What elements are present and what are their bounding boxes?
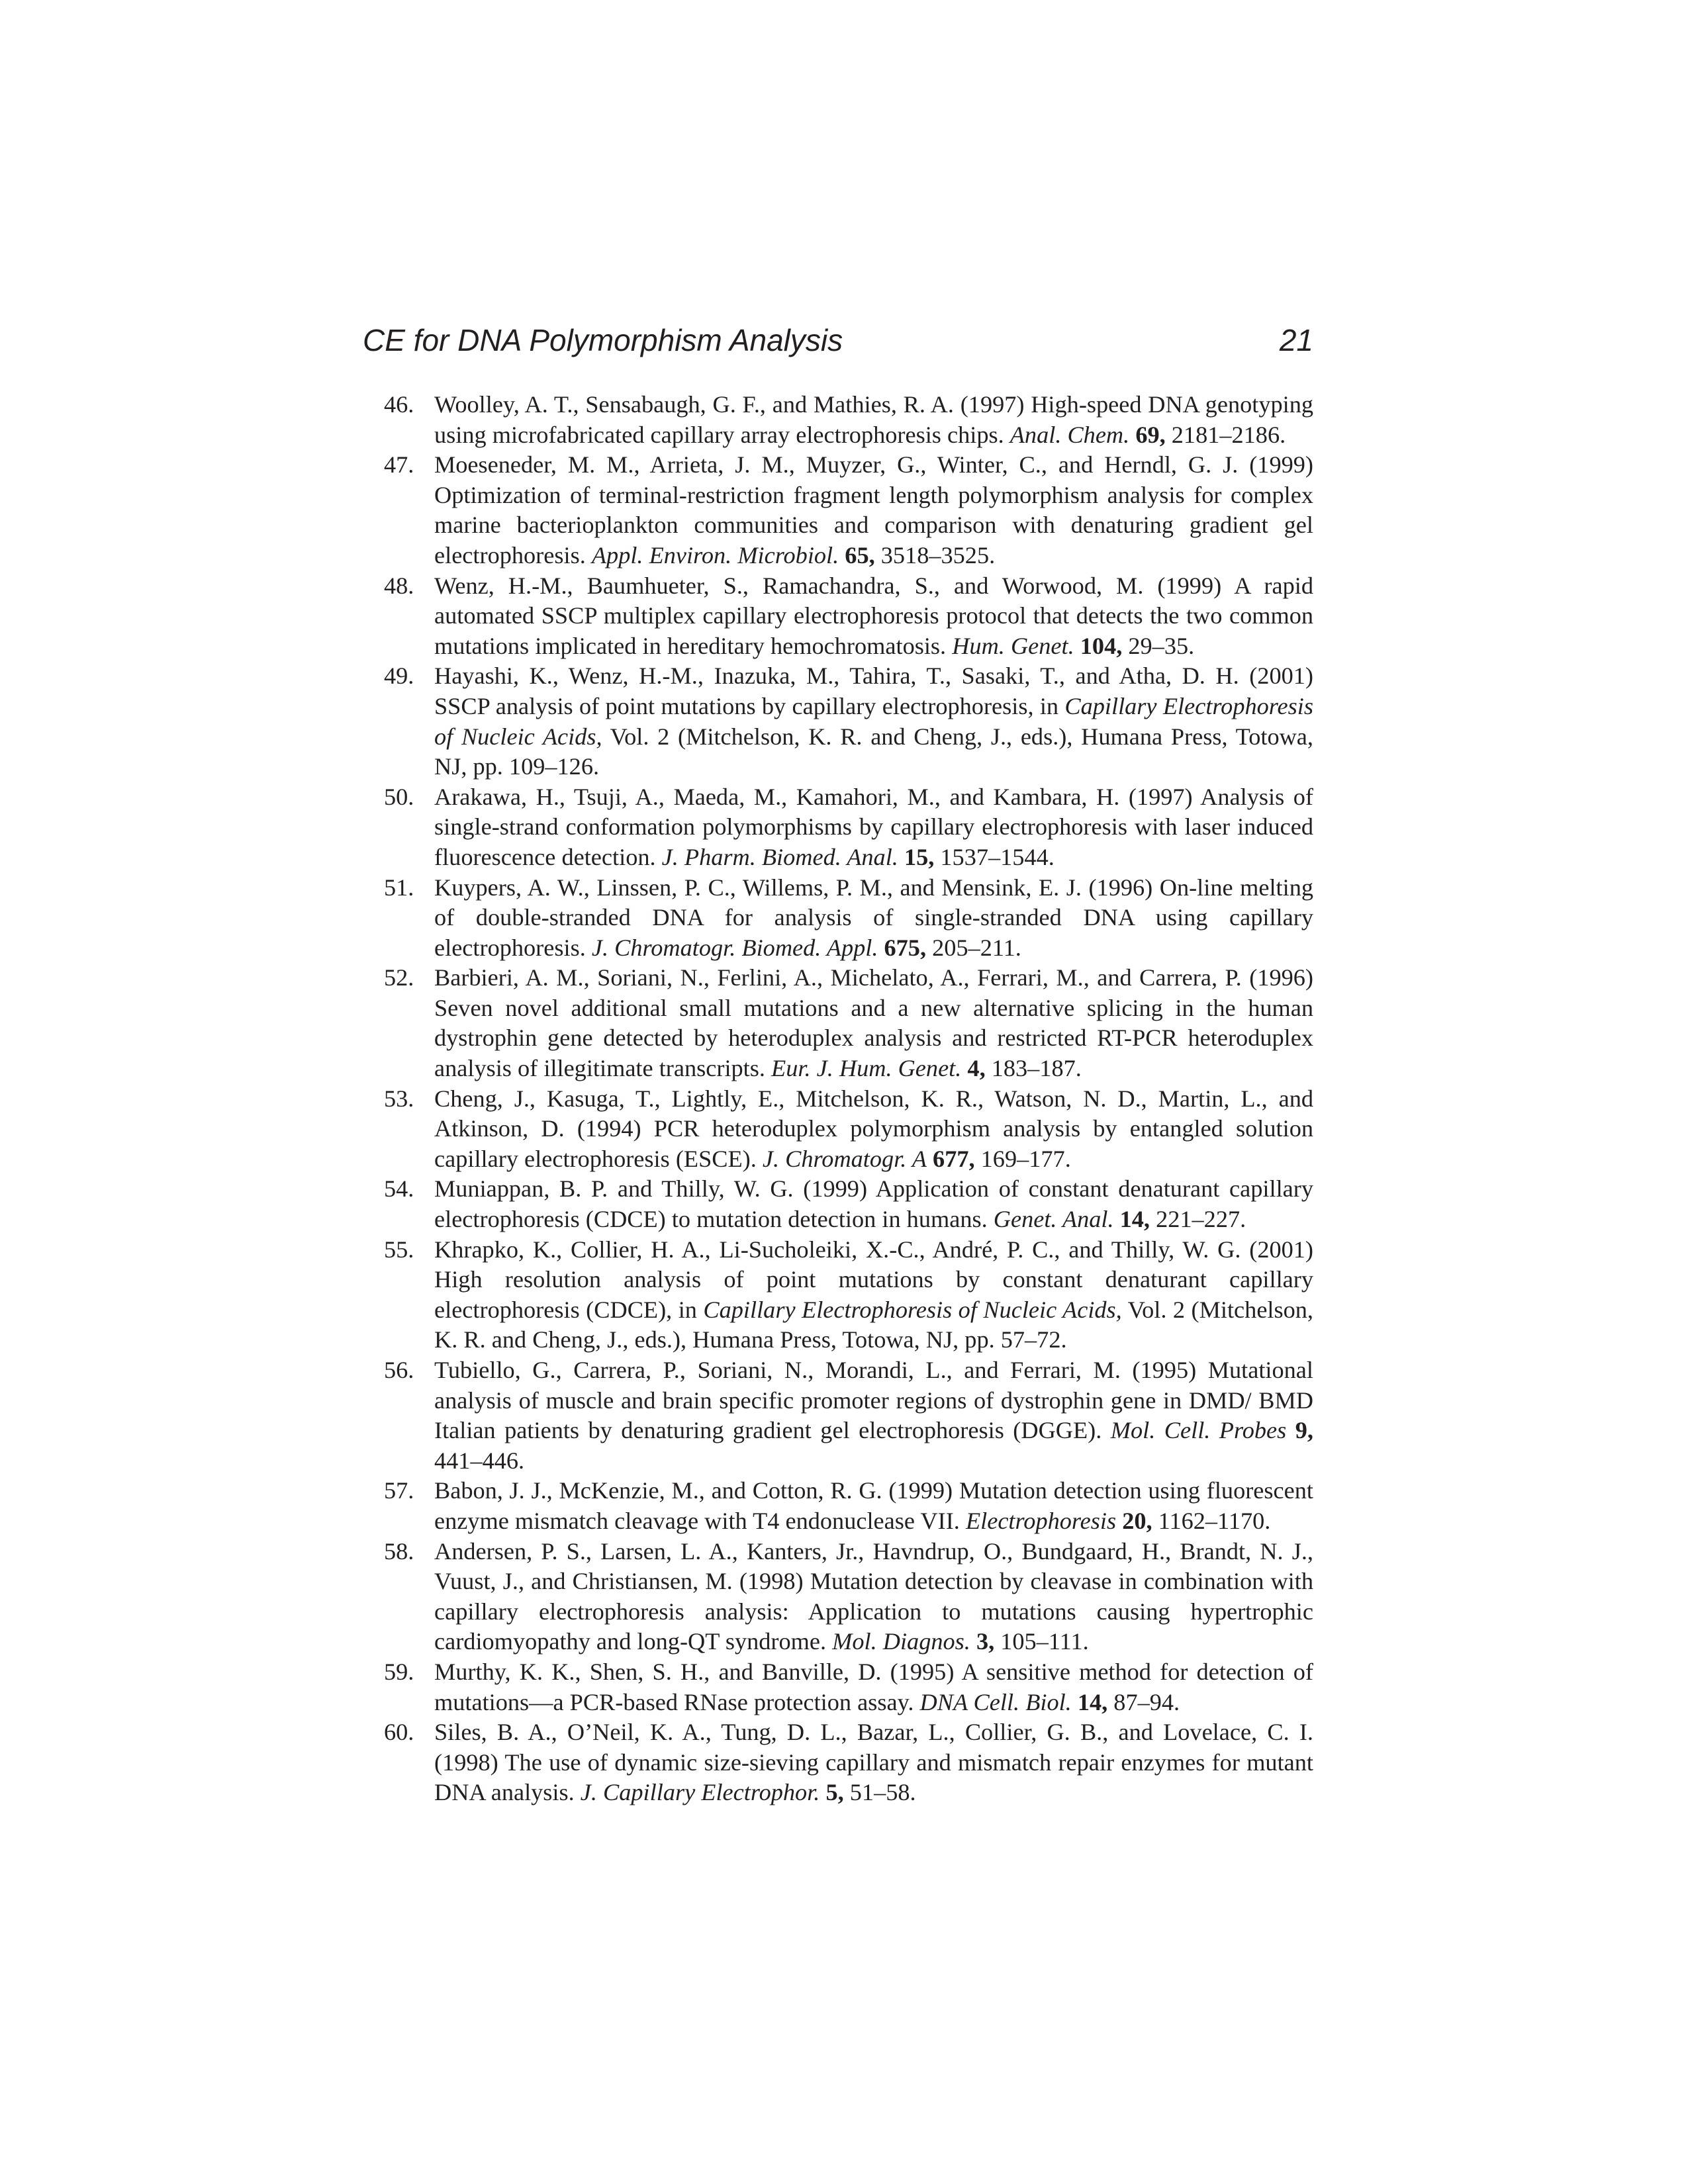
- reference-item: [384, 873, 1313, 964]
- reference-number: 53.: [384, 1085, 414, 1112]
- reference-pages: 29–35.: [1128, 632, 1195, 659]
- reference-volume: 20,: [1122, 1507, 1152, 1534]
- reference-item: [384, 1084, 1313, 1175]
- reference-item: [384, 1537, 1313, 1657]
- reference-volume: 5,: [825, 1779, 844, 1806]
- reference-pages: 2181–2186.: [1171, 421, 1286, 448]
- reference-number: 52.: [384, 964, 414, 991]
- reference-book-title: Capillary Electrophoresis of Nucleic Acids,: [703, 1296, 1122, 1323]
- reference-volume: 9,: [1295, 1417, 1313, 1444]
- reference-journal: J. Chromatogr. A: [762, 1145, 927, 1172]
- reference-text: Murthy, K. K., Shen, S. H., and Banville, D. (1995) A sensitive method for detection of mutations—a PCR-based RNase protection assay.: [434, 1658, 1313, 1715]
- reference-text: Siles, B. A., O’Neil, K. A., Tung, D. L., Bazar, L., Collier, G. B., and Lovelace, C. I. (1998) The use of dynamic size-sieving capillary and mismatch repair enzymes for mutant DNA analysis.: [434, 1719, 1313, 1806]
- reference-volume: 14,: [1119, 1206, 1150, 1233]
- reference-item: [384, 1476, 1313, 1536]
- reference-publisher: Vol. 2 (Mitchelson, K. R. and Cheng, J., eds.), Humana Press, Totowa, NJ, pp. 109–126.: [434, 723, 1313, 780]
- reference-item: [384, 661, 1313, 782]
- reference-journal: Hum. Genet.: [952, 632, 1074, 659]
- reference-book-title: Capillary Electrophoresis of Nucleic Acids,: [434, 692, 1313, 750]
- reference-pages: 3518–3525.: [880, 541, 996, 569]
- reference-journal: Electrophoresis: [965, 1507, 1117, 1534]
- reference-item: [384, 963, 1313, 1083]
- reference-pages: 105–111.: [1000, 1628, 1089, 1655]
- reference-item: [384, 1174, 1313, 1234]
- reference-volume: 65,: [845, 541, 875, 569]
- reference-item: [384, 450, 1313, 570]
- reference-item: [384, 390, 1313, 450]
- reference-number: 58.: [384, 1537, 414, 1565]
- reference-text: Muniappan, B. P. and Thilly, W. G. (1999) Application of constant denaturant capillary electrophoresis (CDCE) to mutation detection in humans.: [434, 1175, 1313, 1233]
- reference-pages: 441–446.: [434, 1447, 525, 1474]
- reference-number: 50.: [384, 783, 414, 810]
- reference-number: 60.: [384, 1719, 414, 1746]
- reference-text: Babon, J. J., McKenzie, M., and Cotton, R. G. (1999) Mutation detection using fluorescent enzyme mismatch cleavage with T4 endonuclease VII.: [434, 1477, 1313, 1534]
- reference-journal: J. Pharm. Biomed. Anal.: [661, 843, 898, 870]
- reference-journal: Genet. Anal.: [993, 1206, 1114, 1233]
- reference-pages: 1162–1170.: [1158, 1507, 1271, 1534]
- page-number: 21: [1279, 323, 1313, 357]
- running-title: CE for DNA Polymorphism Analysis: [363, 323, 843, 357]
- reference-volume: 675,: [884, 934, 927, 961]
- reference-item: [384, 1355, 1313, 1476]
- reference-pages: 183–187.: [991, 1055, 1082, 1082]
- reference-volume: 104,: [1080, 632, 1123, 659]
- reference-number: 55.: [384, 1236, 414, 1263]
- reference-pages: 221–227.: [1156, 1206, 1246, 1233]
- reference-text: Kuypers, A. W., Linssen, P. C., Willems, P. M., and Mensink, E. J. (1996) On-line melting of double-stranded DNA for analysis of single-stranded DNA using capillary electrophoresis.: [434, 874, 1313, 961]
- reference-text: Wenz, H.-M., Baumhueter, S., Ramachandra, S., and Worwood, M. (1999) A rapid automated SSCP multiplex capillary electrophoresis protocol that detects the two common mutations implicated in hereditary hemochromatosis.: [434, 572, 1313, 659]
- reference-volume: 14,: [1077, 1688, 1108, 1715]
- reference-item: [384, 571, 1313, 662]
- reference-text: Cheng, J., Kasuga, T., Lightly, E., Mitchelson, K. R., Watson, N. D., Martin, L., and Atkinson, D. (1994) PCR heteroduplex polymorphism analysis by entangled solution capillary electrophoresis (ESCE).: [434, 1085, 1313, 1172]
- reference-text: Barbieri, A. M., Soriani, N., Ferlini, A., Michelato, A., Ferrari, M., and Carrera, P. (1996) Seven novel additional small mutations and a new alternative splicing in the human dystrophin gene detected by heteroduplex analysis and restricted RT-PCR heteroduplex analysis of illegitimate transcripts.: [434, 964, 1313, 1082]
- reference-number: 54.: [384, 1175, 414, 1203]
- reference-volume: 69,: [1135, 421, 1166, 448]
- reference-volume: 677,: [933, 1145, 975, 1172]
- reference-text: Moeseneder, M. M., Arrieta, J. M., Muyzer, G., Winter, C., and Herndl, G. J. (1999) Optimization of terminal-restriction fragment length polymorphism analysis for complex marine bacterioplankton communities and comparison with denaturing gradient gel electrophoresis.: [434, 451, 1313, 569]
- reference-number: 56.: [384, 1357, 414, 1383]
- reference-journal: Appl. Environ. Microbiol.: [591, 541, 839, 569]
- reference-journal: Mol. Cell. Probes: [1110, 1417, 1287, 1444]
- reference-text: Arakawa, H., Tsuji, A., Maeda, M., Kamahori, M., and Kambara, H. (1997) Analysis of single-strand conformation polymorphisms by capillary electrophoresis with laser induced fluorescence detection.: [434, 783, 1313, 870]
- reference-publisher: Vol. 2 (Mitchelson, K. R. and Cheng, J., eds.), Humana Press, Totowa, NJ, pp. 57–72.: [434, 1296, 1314, 1353]
- reference-pages: 1537–1544.: [940, 843, 1055, 870]
- reference-number: 47.: [384, 451, 414, 478]
- reference-number: 57.: [384, 1477, 414, 1504]
- reference-number: 59.: [384, 1658, 414, 1685]
- reference-journal: DNA Cell. Biol.: [919, 1688, 1072, 1715]
- reference-item: [384, 782, 1313, 873]
- reference-text: Hayashi, K., Wenz, H.-M., Inazuka, M., Tahira, T., Sasaki, T., and Atha, D. H. (2001) SSCP analysis of point mutations by capillary electrophoresis, in: [434, 662, 1313, 719]
- reference-number: 46.: [384, 391, 414, 418]
- page-header: [363, 320, 1313, 367]
- reference-journal: Eur. J. Hum. Genet.: [771, 1055, 962, 1082]
- reference-pages: 205–211.: [932, 934, 1021, 961]
- reference-pages: 169–177.: [980, 1145, 1071, 1172]
- reference-journal: J. Chromatogr. Biomed. Appl.: [591, 934, 878, 961]
- reference-item: [384, 1657, 1313, 1717]
- reference-list: [384, 390, 1313, 1808]
- reference-text: Khrapko, K., Collier, H. A., Li-Sucholeiki, X.-C., André, P. C., and Thilly, W. G. (2001) High resolution analysis of point mutations by constant denaturant capillary electrophoresis (CDCE), in: [434, 1236, 1313, 1323]
- reference-number: 49.: [384, 662, 414, 690]
- reference-journal: Anal. Chem.: [1009, 421, 1130, 448]
- reference-journal: Mol. Diagnos.: [832, 1628, 970, 1655]
- reference-pages: 51–58.: [849, 1779, 916, 1806]
- reference-volume: 4,: [967, 1055, 986, 1082]
- reference-text: Woolley, A. T., Sensabaugh, G. F., and Mathies, R. A. (1997) High-speed DNA genotyping using microfabricated capillary array electrophoresis chips.: [434, 391, 1313, 448]
- reference-journal: J. Capillary Electrophor.: [580, 1779, 820, 1806]
- reference-number: 51.: [384, 874, 414, 901]
- reference-volume: 3,: [976, 1628, 995, 1655]
- reference-item: [384, 1235, 1313, 1355]
- reference-text: Tubiello, G., Carrera, P., Soriani, N., Morandi, L., and Ferrari, M. (1995) Mutational analysis of muscle and brain specific promoter regions of dystrophin gene in DMD/ BMD Italian patients by denaturing gradient gel electrophoresis (DGGE).: [434, 1357, 1313, 1444]
- reference-pages: 87–94.: [1113, 1688, 1180, 1715]
- reference-item: [384, 1717, 1313, 1808]
- reference-number: 48.: [384, 572, 414, 599]
- reference-text: Andersen, P. S., Larsen, L. A., Kanters, Jr., Havndrup, O., Bundgaard, H., Brandt, N. J., Vuust, J., and Christiansen, M. (1998) Mutation detection by cleavase in combination with capillary electrophoresis analysis: Application to mutations causing hypertrophic cardiomyopathy and long-QT syndrome.: [434, 1537, 1313, 1655]
- reference-volume: 15,: [904, 843, 935, 870]
